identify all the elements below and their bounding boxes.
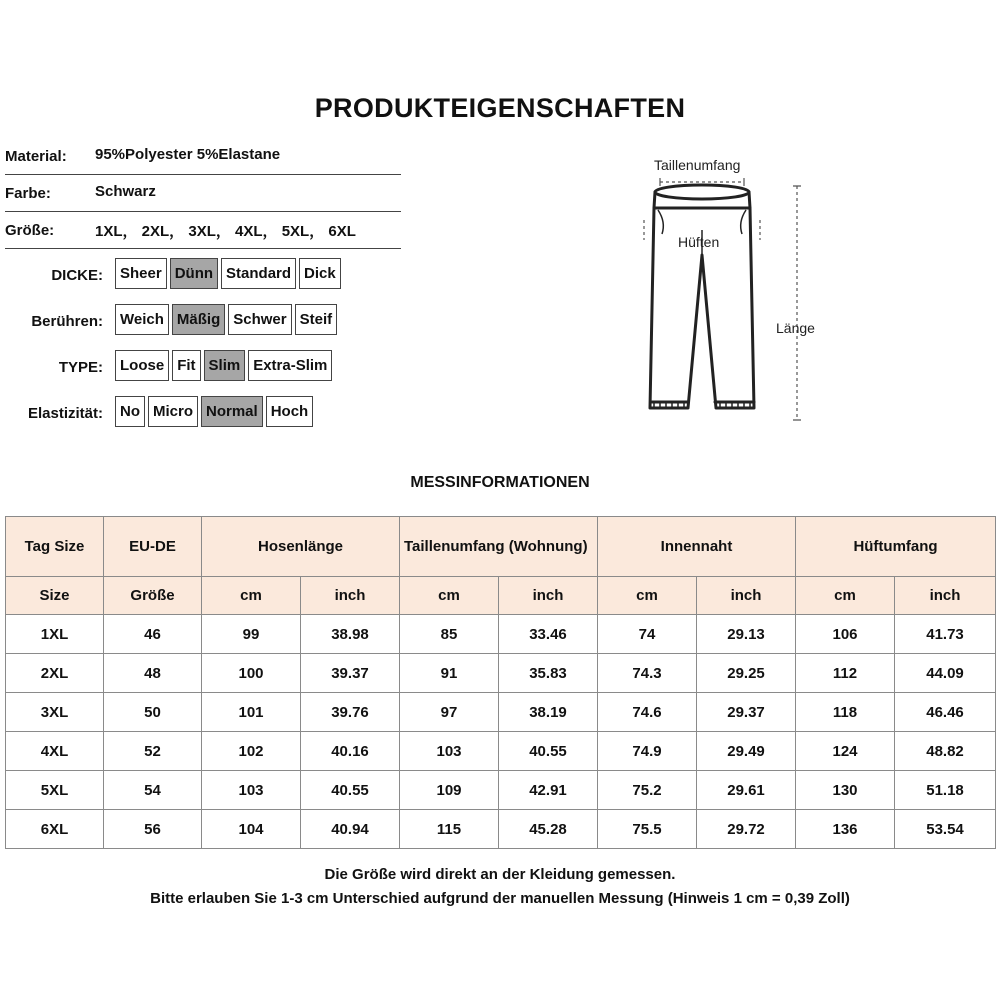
header-cell: inch	[499, 577, 598, 615]
header-cell: cm	[598, 577, 697, 615]
option-normal: Normal	[201, 396, 263, 427]
option-no: No	[115, 396, 145, 427]
table-row	[6, 810, 996, 849]
table-cell: 4XL	[6, 732, 104, 771]
property-value: 1XL， 2XL， 3XL， 4XL， 5XL， 6XL	[95, 223, 356, 240]
table-cell: 44.09	[895, 654, 996, 693]
table-cell: 106	[796, 615, 895, 654]
option-loose: Loose	[115, 350, 169, 381]
table-cell: 48	[104, 654, 202, 693]
table-cell: 38.19	[499, 693, 598, 732]
header-cell: Taillenumfang (Wohnung)	[400, 517, 598, 577]
header-cell: Size	[6, 577, 104, 615]
property-value: 95%Polyester 5%Elastane	[95, 146, 281, 163]
header-cell: inch	[895, 577, 996, 615]
size-table	[5, 516, 996, 849]
property-size	[5, 212, 401, 249]
table-cell: 3XL	[6, 693, 104, 732]
table-cell: 112	[796, 654, 895, 693]
table-cell: 1XL	[6, 615, 104, 654]
attribute-label: Berühren:	[31, 313, 103, 330]
table-cell: 29.25	[697, 654, 796, 693]
option-moderate: Mäßig	[172, 304, 225, 335]
table-cell: 74.9	[598, 732, 697, 771]
property-value: Schwarz	[95, 183, 156, 200]
option-soft: Weich	[115, 304, 169, 335]
table-subheader-row	[6, 577, 996, 615]
table-cell: 74.3	[598, 654, 697, 693]
table-cell: 102	[202, 732, 301, 771]
option-stiff: Steif	[295, 304, 338, 335]
option-thick: Dick	[299, 258, 341, 289]
option-micro: Micro	[148, 396, 198, 427]
table-cell: 101	[202, 693, 301, 732]
table-cell: 29.61	[697, 771, 796, 810]
header-cell: Tag Size	[6, 517, 104, 577]
table-cell: 40.55	[301, 771, 400, 810]
table-cell: 46.46	[895, 693, 996, 732]
option-heavy: Schwer	[228, 304, 291, 335]
table-cell: 46	[104, 615, 202, 654]
table-cell: 97	[400, 693, 499, 732]
table-cell: 50	[104, 693, 202, 732]
table-cell: 40.94	[301, 810, 400, 849]
table-cell: 5XL	[6, 771, 104, 810]
table-cell: 56	[104, 810, 202, 849]
page-title: PRODUKTEIGENSCHAFTEN	[314, 93, 686, 123]
table-cell: 40.55	[499, 732, 598, 771]
table-cell: 85	[400, 615, 499, 654]
table-cell: 40.16	[301, 732, 400, 771]
header-cell: Hüftumfang	[796, 517, 996, 577]
property-label: Farbe:	[5, 185, 51, 202]
table-cell: 39.37	[301, 654, 400, 693]
table-cell: 51.18	[895, 771, 996, 810]
table-cell: 38.98	[301, 615, 400, 654]
table-cell: 75.2	[598, 771, 697, 810]
table-row	[6, 771, 996, 810]
option-standard: Standard	[221, 258, 296, 289]
table-cell: 29.72	[697, 810, 796, 849]
table-row	[6, 693, 996, 732]
attribute-options	[115, 350, 332, 381]
option-sheer: Sheer	[115, 258, 167, 289]
table-cell: 109	[400, 771, 499, 810]
header-cell: cm	[400, 577, 499, 615]
pants-diagram	[640, 150, 840, 440]
attribute-options	[115, 258, 341, 289]
header-cell: cm	[202, 577, 301, 615]
table-cell: 2XL	[6, 654, 104, 693]
header-cell: Größe	[104, 577, 202, 615]
table-cell: 130	[796, 771, 895, 810]
table-cell: 100	[202, 654, 301, 693]
measurement-note: Die Größe wird direkt an der Kleidung gemessen.	[324, 866, 676, 883]
table-cell: 91	[400, 654, 499, 693]
table-cell: 74.6	[598, 693, 697, 732]
table-cell: 99	[202, 615, 301, 654]
table-cell: 54	[104, 771, 202, 810]
property-label: Material:	[5, 148, 67, 165]
table-cell: 136	[796, 810, 895, 849]
table-cell: 52	[104, 732, 202, 771]
table-cell: 118	[796, 693, 895, 732]
table-cell: 41.73	[895, 615, 996, 654]
table-cell: 115	[400, 810, 499, 849]
option-slim: Slim	[204, 350, 246, 381]
option-fit: Fit	[172, 350, 200, 381]
attribute-label: DICKE:	[51, 267, 103, 284]
table-cell: 29.37	[697, 693, 796, 732]
attribute-options	[115, 396, 313, 427]
table-cell: 29.13	[697, 615, 796, 654]
option-thin: Dünn	[170, 258, 218, 289]
table-cell: 75.5	[598, 810, 697, 849]
table-cell: 45.28	[499, 810, 598, 849]
table-header-row	[6, 517, 996, 577]
table-cell: 42.91	[499, 771, 598, 810]
table-cell: 103	[202, 771, 301, 810]
table-cell: 39.76	[301, 693, 400, 732]
header-cell: inch	[301, 577, 400, 615]
table-row	[6, 732, 996, 771]
attribute-options	[115, 304, 337, 335]
length-label: Länge	[776, 320, 815, 336]
measurements-title: MESSINFORMATIONEN	[410, 474, 590, 491]
table-cell: 6XL	[6, 810, 104, 849]
header-cell: Hosenlänge	[202, 517, 400, 577]
option-extra-slim: Extra-Slim	[248, 350, 332, 381]
table-row	[6, 654, 996, 693]
table-cell: 53.54	[895, 810, 996, 849]
table-cell: 74	[598, 615, 697, 654]
tolerance-note: Bitte erlauben Sie 1-3 cm Unterschied aufgrund der manuellen Messung (Hinweis 1 cm = 0,39 Zoll)	[150, 890, 850, 907]
pants-outline-icon	[640, 150, 840, 440]
property-color	[5, 175, 401, 212]
table-cell: 103	[400, 732, 499, 771]
table-row	[6, 615, 996, 654]
table-cell: 104	[202, 810, 301, 849]
header-cell: cm	[796, 577, 895, 615]
table-cell: 33.46	[499, 615, 598, 654]
table-cell: 48.82	[895, 732, 996, 771]
header-cell: EU-DE	[104, 517, 202, 577]
header-cell: inch	[697, 577, 796, 615]
table-cell: 124	[796, 732, 895, 771]
option-high: Hoch	[266, 396, 314, 427]
attribute-label: Elastizität:	[27, 405, 103, 422]
property-material	[5, 138, 401, 175]
hip-label: Hüften	[678, 234, 720, 250]
table-cell: 35.83	[499, 654, 598, 693]
table-cell: 29.49	[697, 732, 796, 771]
waist-label: Taillenumfang	[654, 157, 741, 173]
header-cell: Innennaht	[598, 517, 796, 577]
properties-list	[5, 138, 401, 249]
attribute-label: TYPE:	[58, 359, 103, 376]
property-label: Größe:	[5, 222, 55, 239]
